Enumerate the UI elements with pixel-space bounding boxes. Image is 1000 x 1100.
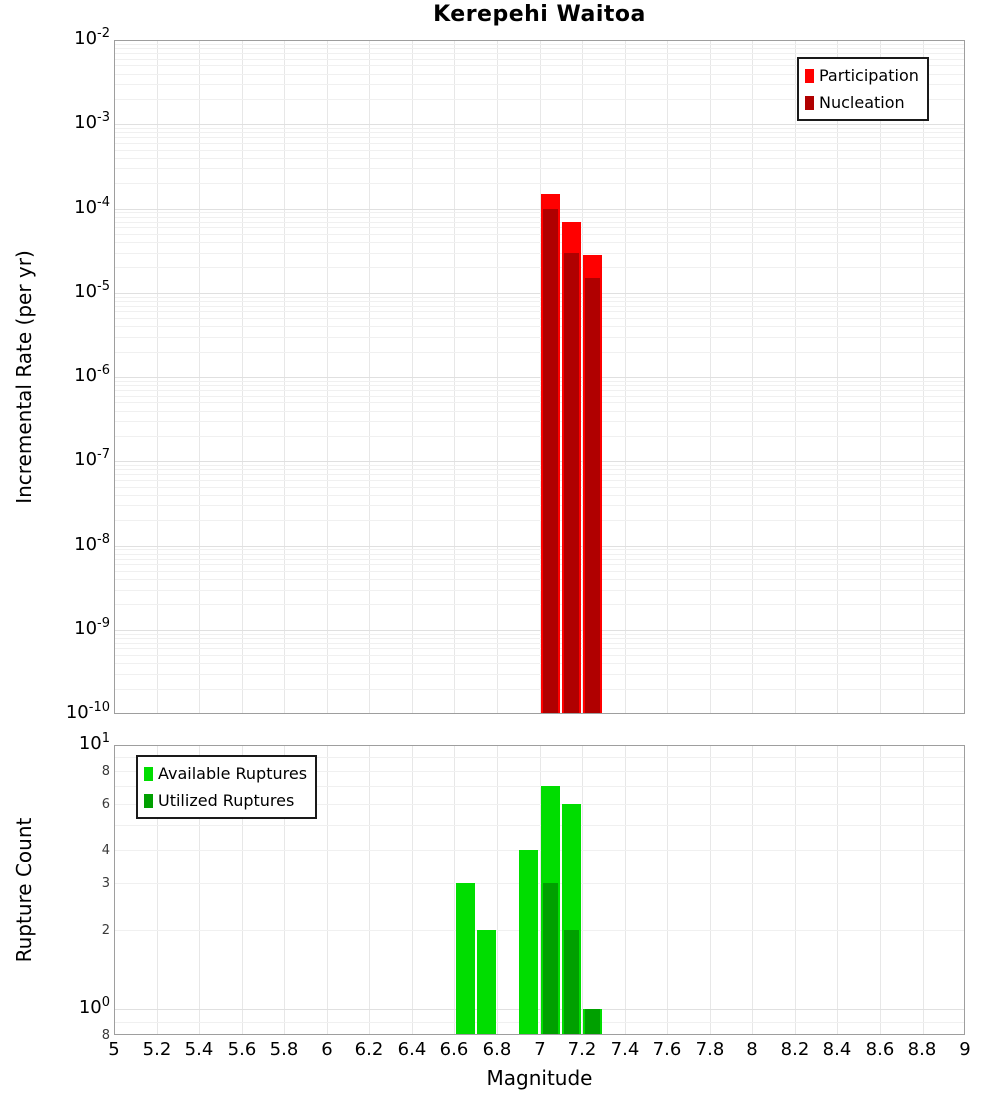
gridline-minor <box>114 318 965 319</box>
gridline-major <box>114 377 965 378</box>
x-tick-label: 5.8 <box>269 1039 299 1060</box>
available-ruptures-swatch-icon <box>144 767 153 781</box>
gridline-minor <box>114 212 965 213</box>
legend-item-participation <box>805 62 919 89</box>
gridline-minor <box>114 1022 965 1023</box>
gridline-minor <box>114 487 965 488</box>
gridline-minor <box>114 689 965 690</box>
gridline-vertical <box>412 745 413 1035</box>
x-tick-label: 5 <box>108 1039 120 1060</box>
gridline-vertical <box>625 745 626 1035</box>
gridline-minor <box>114 674 965 675</box>
bar-available-ruptures <box>456 883 475 1035</box>
gridline-minor <box>114 234 965 235</box>
gridline-minor <box>114 183 965 184</box>
gridline-minor <box>114 495 965 496</box>
x-tick-label: 6.6 <box>439 1039 469 1060</box>
x-tick-label: 8.6 <box>865 1039 895 1060</box>
legend-item-available-ruptures <box>144 760 307 787</box>
gridline-vertical <box>752 745 753 1035</box>
gridline-minor <box>114 48 965 49</box>
y-tick-label: $10^{-7}$ <box>74 447 110 470</box>
gridline-minor <box>114 648 965 649</box>
bar-available-ruptures <box>519 850 538 1035</box>
gridline-vertical <box>710 745 711 1035</box>
gridline-vertical <box>497 745 498 1035</box>
x-tick-label: 5.6 <box>227 1039 257 1060</box>
gridline-minor <box>114 564 965 565</box>
x-tick-label: 7.2 <box>567 1039 597 1060</box>
gridline-minor <box>114 465 965 466</box>
bar-nucleation <box>543 209 558 715</box>
x-tick-label: 8 <box>746 1039 758 1060</box>
y-tick-label: $10^{-3}$ <box>74 110 110 133</box>
gridline-minor <box>114 396 965 397</box>
gridline-minor <box>114 825 965 826</box>
x-tick-label: 8.8 <box>907 1039 937 1060</box>
gridline-minor <box>114 421 965 422</box>
gridline-minor <box>114 559 965 560</box>
utilized-ruptures-swatch-icon <box>144 794 153 808</box>
legend-label-available-ruptures: Available Ruptures <box>158 764 308 783</box>
legend-label-participation: Participation <box>819 66 919 85</box>
gridline-minor <box>114 143 965 144</box>
gridline-minor <box>114 663 965 664</box>
y-tick-label: $10^{-6}$ <box>74 363 110 386</box>
legend-label-nucleation: Nucleation <box>819 93 905 112</box>
gridline-minor <box>114 883 965 884</box>
gridline-minor <box>114 128 965 129</box>
gridline-minor <box>114 150 965 151</box>
x-tick-label: 7.6 <box>652 1039 682 1060</box>
gridline-minor <box>114 643 965 644</box>
gridline-minor <box>114 638 965 639</box>
gridline-minor <box>114 253 965 254</box>
gridline-vertical <box>667 745 668 1035</box>
gridline-major <box>114 546 965 547</box>
legend-item-nucleation <box>805 89 919 116</box>
gridline-minor <box>114 168 965 169</box>
gridline-minor <box>114 604 965 605</box>
gridline-minor <box>114 480 965 481</box>
x-tick-label: 8.2 <box>780 1039 810 1060</box>
gridline-major <box>114 209 965 210</box>
bar-utilized-ruptures <box>585 1009 600 1035</box>
gridline-minor <box>114 571 965 572</box>
gridline-vertical <box>880 745 881 1035</box>
gridline-minor <box>114 137 965 138</box>
gridline-minor <box>114 132 965 133</box>
gridline-minor <box>114 217 965 218</box>
bar-available-ruptures <box>477 930 496 1035</box>
x-tick-label: 7.8 <box>695 1039 725 1060</box>
gridline-minor <box>114 267 965 268</box>
gridline-minor <box>114 505 965 506</box>
gridline-minor <box>114 554 965 555</box>
y-tick-label: 4 <box>101 843 110 858</box>
gridline-minor <box>114 337 965 338</box>
gridline-minor <box>114 474 965 475</box>
y-tick-label: $10^0$ <box>78 995 110 1018</box>
gridline-minor <box>114 326 965 327</box>
rate-plot-area <box>114 40 965 714</box>
gridline-minor <box>114 520 965 521</box>
x-tick-label: 6.2 <box>354 1039 384 1060</box>
gridline-minor <box>114 301 965 302</box>
gridline-minor <box>114 469 965 470</box>
x-tick-label: 6.4 <box>397 1039 427 1060</box>
y-tick-label: 3 <box>101 876 110 891</box>
x-tick-label: 8.4 <box>822 1039 852 1060</box>
gridline-minor <box>114 227 965 228</box>
count-legend <box>136 755 317 819</box>
gridline-vertical <box>837 745 838 1035</box>
gridline-minor <box>114 402 965 403</box>
gridline-minor <box>114 655 965 656</box>
legend-label-utilized-ruptures: Utilized Ruptures <box>158 791 295 810</box>
y-tick-label: 6 <box>101 797 110 812</box>
gridline-minor <box>114 158 965 159</box>
gridline-minor <box>114 352 965 353</box>
bar-utilized-ruptures <box>564 930 579 1035</box>
x-tick-label: 7 <box>534 1039 546 1060</box>
x-tick-label: 6 <box>321 1039 333 1060</box>
y-tick-label: $10^{-9}$ <box>74 616 110 639</box>
gridline-minor <box>114 306 965 307</box>
gridline-minor <box>114 590 965 591</box>
x-tick-label: 5.2 <box>142 1039 172 1060</box>
rate-legend <box>797 57 929 121</box>
chart-title: Kerepehi Waitoa <box>433 2 646 27</box>
gridline-minor <box>114 297 965 298</box>
nucleation-swatch-icon <box>805 96 814 110</box>
gridline-major <box>114 461 965 462</box>
gridline-vertical <box>327 745 328 1035</box>
gridline-minor <box>114 436 965 437</box>
bar-nucleation <box>564 253 579 714</box>
gridline-minor <box>114 390 965 391</box>
gridline-minor <box>114 549 965 550</box>
y-tick-label: $10^{-10}$ <box>65 700 110 723</box>
gridline-vertical <box>582 745 583 1035</box>
gridline-major <box>114 1009 965 1010</box>
gridline-major <box>114 630 965 631</box>
bar-nucleation <box>585 278 600 714</box>
gridline-vertical <box>369 745 370 1035</box>
gridline-minor <box>114 930 965 931</box>
gridline-vertical <box>923 745 924 1035</box>
y-axis-label-rupture-count: Rupture Count <box>12 817 36 963</box>
x-axis-label-magnitude: Magnitude <box>486 1066 593 1090</box>
gridline-minor <box>114 850 965 851</box>
gridline-minor <box>114 634 965 635</box>
gridline-major <box>114 293 965 294</box>
y-tick-label: $10^{-2}$ <box>74 26 110 49</box>
participation-swatch-icon <box>805 69 814 83</box>
legend-item-utilized-ruptures <box>144 787 307 814</box>
y-tick-label: 2 <box>101 923 110 938</box>
gridline-minor <box>114 579 965 580</box>
y-tick-label: $10^1$ <box>78 731 110 754</box>
gridline-minor <box>114 385 965 386</box>
y-tick-label: 8 <box>101 1028 110 1043</box>
y-tick-label: $10^{-8}$ <box>74 532 110 555</box>
gridline-vertical <box>795 745 796 1035</box>
y-tick-label: $10^{-4}$ <box>74 195 110 218</box>
y-axis-label-incremental-rate: Incremental Rate (per yr) <box>12 250 36 504</box>
gridline-minor <box>114 411 965 412</box>
x-tick-label: 7.4 <box>610 1039 640 1060</box>
x-tick-label: 6.8 <box>482 1039 512 1060</box>
gridline-minor <box>114 53 965 54</box>
gridline-major <box>114 124 965 125</box>
x-tick-label: 5.4 <box>184 1039 214 1060</box>
gridline-minor <box>114 222 965 223</box>
gridline-minor <box>114 381 965 382</box>
gridline-minor <box>114 242 965 243</box>
gridline-minor <box>114 44 965 45</box>
y-tick-label: 8 <box>101 764 110 779</box>
x-tick-label: 9 <box>959 1039 971 1060</box>
y-tick-label: $10^{-5}$ <box>74 279 110 302</box>
gridline-minor <box>114 311 965 312</box>
bar-utilized-ruptures <box>543 883 558 1035</box>
